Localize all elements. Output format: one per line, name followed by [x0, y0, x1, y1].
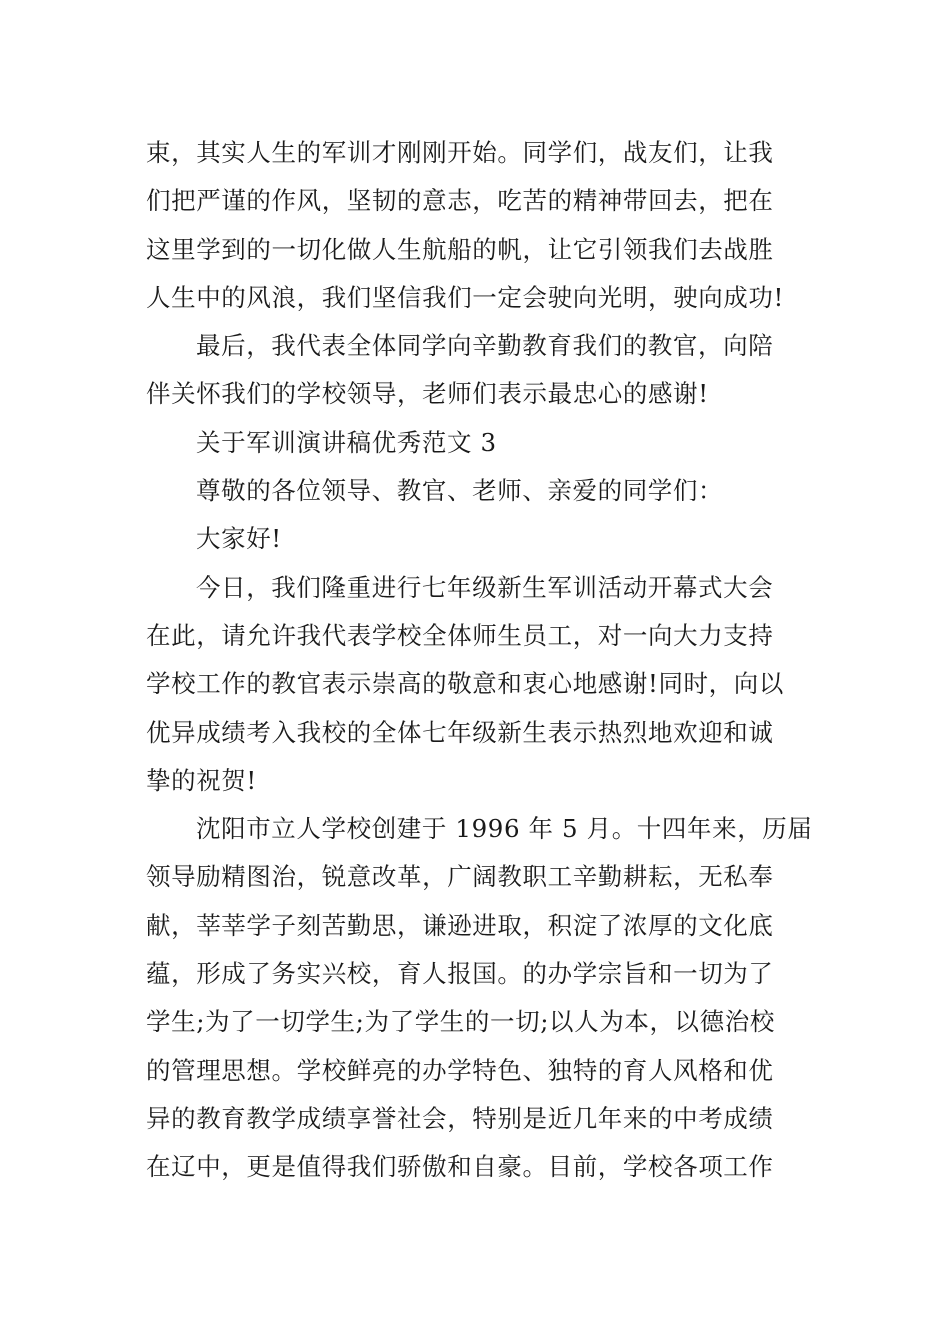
text-line: 关于军训演讲稿优秀范文 3: [196, 427, 497, 457]
text-line: 尊敬的各位领导、教官、老师、亲爱的同学们：: [196, 476, 724, 506]
text-line: 的管理思想。学校鲜亮的办学特色、独特的育人风格和优: [146, 1055, 774, 1085]
paragraph: [146, 805, 812, 1191]
paragraph: [146, 467, 812, 515]
text-line: 大家好!: [196, 524, 282, 554]
text-line: 伴关怀我们的学校领导，老师们表示最忠心的感谢!: [146, 379, 709, 409]
text-line: 们把严谨的作风，坚韧的意志，吃苦的精神带回去，把在: [146, 186, 774, 216]
text-line: 在辽中，更是值得我们骄傲和自豪。目前，学校各项工作: [146, 1152, 774, 1182]
text-line: 学校工作的教官表示崇高的敬意和衷心地感谢!同时，向以: [146, 669, 784, 699]
paragraph: [146, 129, 812, 322]
text-line: 束，其实人生的军训才刚刚开始。同学们，战友们，让我: [146, 138, 774, 167]
text-line: 蕴，形成了务实兴校，育人报国。的办学宗旨和一切为了: [146, 959, 774, 989]
text-line: 献，莘莘学子刻苦勤思，谦逊进取，积淀了浓厚的文化底: [146, 910, 774, 940]
text-line: 学生;为了一切学生;为了学生的一切;以人为本，以德治校: [146, 1007, 775, 1037]
text-line: 挚的祝贺!: [146, 765, 257, 795]
text-line: 异的教育教学成绩享誉社会，特别是近几年来的中考成绩: [146, 1103, 774, 1133]
text-line: 领导励精图治，锐意改革，广阔教职工辛勤耕耘，无私奉: [146, 862, 774, 892]
text-line: 这里学到的一切化做人生航船的帆，让它引领我们去战胜: [146, 234, 774, 264]
paragraph: [146, 419, 812, 467]
document-body: [146, 129, 812, 1192]
text-line: 优异成绩考入我校的全体七年级新生表示热烈地欢迎和诚: [146, 717, 774, 747]
text-line: 今日，我们隆重进行七年级新生军训活动开幕式大会: [196, 572, 774, 602]
paragraph: [146, 322, 812, 419]
text-line: 在此，请允许我代表学校全体师生员工，对一向大力支持: [146, 620, 774, 650]
paragraph: [146, 515, 812, 563]
text-line: 人生中的风浪，我们坚信我们一定会驶向光明，驶向成功!: [146, 282, 784, 312]
text-line: 最后，我代表全体同学向辛勤教育我们的教官，向陪: [196, 331, 774, 361]
text-line: 沈阳市立人学校创建于 1996 年 5 月。十四年来，历届: [196, 814, 812, 844]
paragraph: [146, 564, 812, 805]
